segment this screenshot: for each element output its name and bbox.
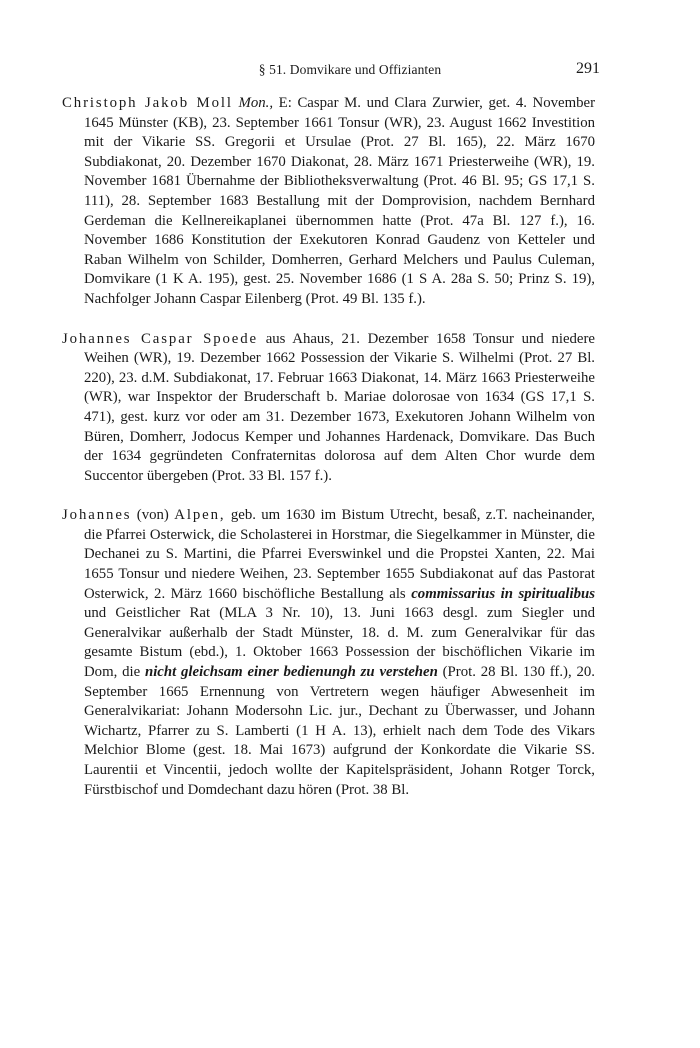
entry-name: Johannes	[62, 507, 132, 524]
entry-text: (von)	[131, 507, 175, 524]
entry-text: aus Ahaus, 21. Dezember 1658 Tonsur und niedere Weihen (WR), 19. Dezember 1662 Possession der Vikarie S. Wilhelmi (Prot. 27 Bl. 220), 23. d.M. Subdiakonat, 17. Februar 1663 Diakonat, 14. März 1663 Priesterweihe (WR), war Inspektor der Bruderschaft b. Mariae dolorosae von 1634 (GS 17,1 S. 471), gest. kurz vor oder am 31. Dezember 1673, Exekutoren Johann Wilhelm von Büren, Domherr, Jodocus Kemper und Johannes Hardenack, Domvikare. Das Buch der 1634 gegründeten Confraternitas dolorosa auf dem Alten Chor wurde dem Succentor übergeben (Prot. 33 Bl. 157 f.).	[84, 330, 595, 484]
entry-text: geb. um 1630 im Bistum Utrecht, besaß, z.T. nacheinander, die Pfarrei Osterwick, die Scholasterei in Horstmar, die Siegelkammer in Münster, die Dechanei zu S. Martini, die Pfarrei Everswinkel und die Propstei Xanten, 22. Mai 1655 Tonsur und niedere Weihen, 23. September 1655 Subdiakonat auf das Pastorat Osterwick, 2. März 1660 bischöfliche Bestallung als	[84, 507, 596, 602]
running-title: § 51. Domvikare und Offizianten	[258, 62, 442, 77]
entry-text: E: Caspar M. und Clara Zurwier, get. 4. November 1645 Münster (KB), 23. September 1661 Tonsur (WR), 23. August 1662 Investition mit der Vikarie SS. Gregorii et Ursulae (Prot. 27 Bl. 165), 22. März 1670 Subdiakonat, 20. Dezember 1670 Diakonat, 28. März 1671 Priesterweihe (WR), 19. November 1681 Übernahme der Bibliotheksverwaltung (Prot. 46 Bl. 95; GS 17,1 S. 111), 28. September 1683 Bestallung mit der Domprovision, nachdem Bernhard Gerdeman die Kellnereikaplanei übernommen hatte (Prot. 47a Bl. 127 f.), 16. November 1686 Konstitution der Exekutoren Konrad Gaudenz von Ketteler und Raban Wilhelm von Schilder, Domherren, Gerhard Melchers und Paulus Culeman, Domvikare (1 K A. 195), gest. 25. November 1686 (1 S A. 28a S. 50; Prinz S. 19), Nachfolger Johann Caspar Eilenberg (Prot. 49 Bl. 135 f.).	[84, 95, 596, 307]
running-header	[100, 62, 600, 82]
entry-text: und Geistlicher Rat (MLA 3 Nr. 10), 13. Juni 1663 desgl. zum Siegler und Generalvikar außerhalb der Stadt Münster, 18. d. M. zum Generalvikar für das gesamte Bistum (ebd.), 1. Oktober 1663 Possession der bischöflichen Vikarie im Dom, die	[84, 605, 595, 681]
entry-name: Johannes Caspar Spoede	[62, 330, 259, 347]
entry-spoede	[62, 330, 595, 487]
entry-quote: nicht gleichsam einer bedienungh zu verstehen	[144, 664, 438, 681]
page-number: 291	[576, 60, 600, 77]
entry-moll	[62, 94, 595, 310]
entry-quote: commissarius in spiritualibus	[411, 585, 595, 602]
entries-list	[62, 94, 595, 820]
entry-text: (Prot. 28 Bl. 130 ff.), 20. September 1665 Ernennung von Vertretern wegen häufiger Abwesenheit im Generalvikariat: Johann Modersohn Lic. jur., Dechant zu Überwasser, und Johann Wichartz, Pfarrer zu S. Lamberti (1 H A. 13), erhielt nach dem Tode des Vikars Melchior Blome (gest. 18. Mai 1673) aufgrund der Konkordate die Vikarie SS. Laurentii et Vincentii, jedoch wollte der Kapitelspräsident, Johann Rotger Torck, Fürstbischof und Domdechant dazu hören (Prot. 38 Bl.	[84, 664, 595, 798]
entry-name: Christoph Jakob Moll	[62, 95, 233, 111]
entry-alpen	[62, 506, 595, 800]
entry-text: Mon.,	[238, 95, 274, 111]
entry-name-surname: Alpen,	[174, 507, 226, 524]
